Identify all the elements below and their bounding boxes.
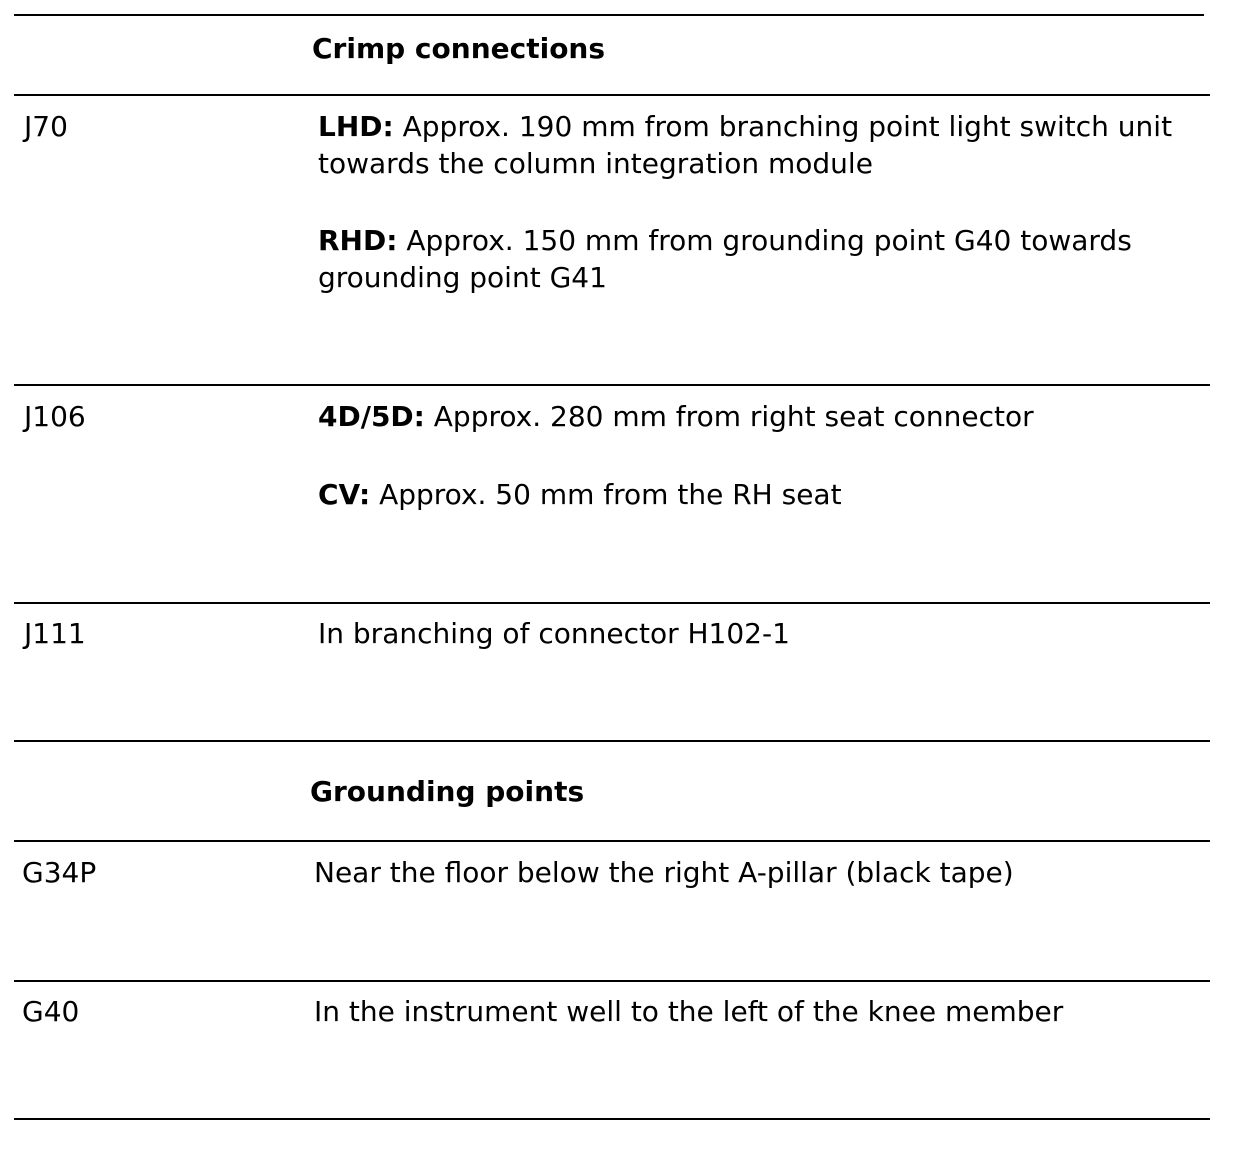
- entry-label: 4D/5D:: [318, 400, 425, 433]
- row-entry-g34p: [314, 854, 1204, 891]
- section-heading-grounding-points: Grounding points: [310, 775, 585, 808]
- table-top-rule: [14, 14, 1204, 16]
- row-entry-j70-rhd: [318, 222, 1208, 296]
- row-entry-j106-cv: [318, 476, 1208, 513]
- entry-label: CV:: [318, 478, 371, 511]
- row-code-j106: J106: [24, 400, 86, 433]
- row-rule-j111: [14, 740, 1210, 742]
- entry-text: Approx. 280 mm from right seat connector: [424, 400, 1034, 433]
- row-code-j70: J70: [24, 110, 68, 143]
- entry-text: In the instrument well to the left of the knee member: [314, 995, 1064, 1028]
- section-heading-crimp-connections: Crimp connections: [312, 32, 606, 65]
- entry-label: RHD:: [318, 224, 398, 257]
- entry-text: Approx. 50 mm from the RH seat: [370, 478, 842, 511]
- row-rule-j70: [14, 384, 1210, 386]
- header-rule-crimp: [14, 94, 1210, 96]
- row-entry-g40: [314, 993, 1204, 1030]
- header-rule-grounding: [14, 840, 1210, 842]
- row-entry-j70-lhd: [318, 108, 1208, 182]
- row-code-g34p: G34P: [22, 856, 97, 889]
- entry-text: Approx. 150 mm from grounding point G40 towards grounding point G41: [318, 224, 1132, 294]
- table-bottom-rule: [14, 1118, 1210, 1120]
- entry-label: LHD:: [318, 110, 394, 143]
- row-entry-j106-4d5d: [318, 398, 1208, 435]
- entry-text: In branching of connector H102-1: [318, 617, 790, 650]
- entry-text: Near the floor below the right A-pillar (black tape): [314, 856, 1014, 889]
- row-rule-j106: [14, 602, 1210, 604]
- row-code-j111: J111: [24, 617, 86, 650]
- row-code-g40: G40: [22, 995, 80, 1028]
- row-rule-g34p: [14, 980, 1210, 982]
- entry-text: Approx. 190 mm from branching point light switch unit towards the column integration module: [318, 110, 1173, 180]
- row-entry-j111: [318, 615, 1208, 652]
